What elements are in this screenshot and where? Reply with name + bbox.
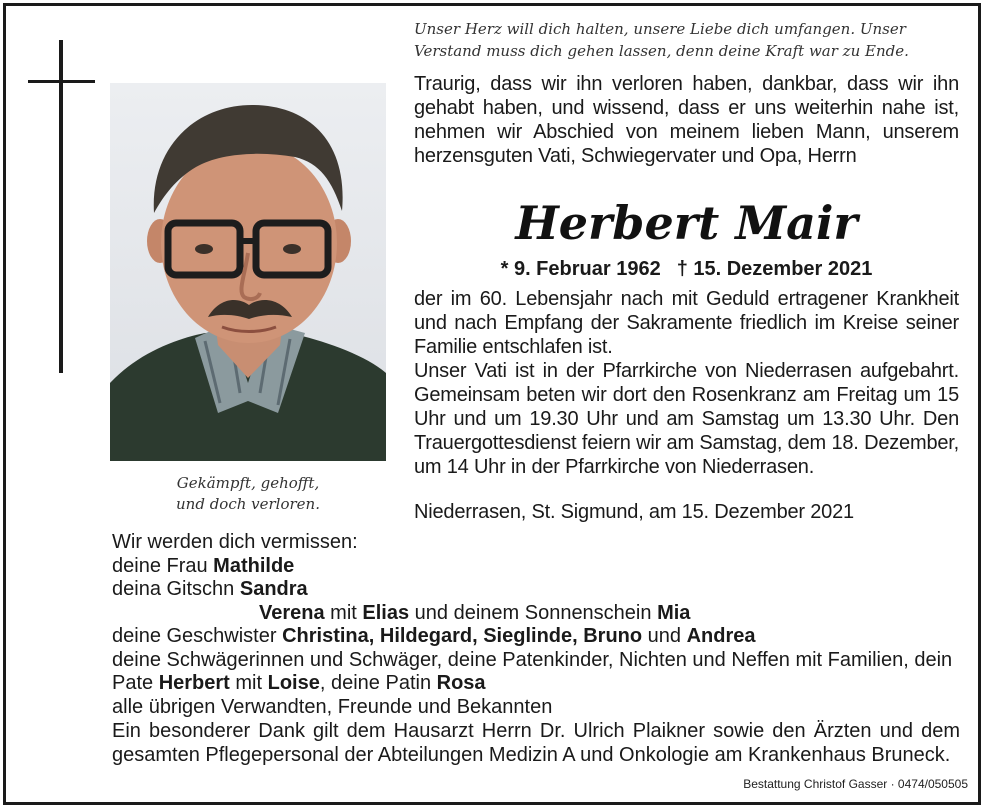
undertaker-credit: Bestattung Christof Gasser · 0474/050505 xyxy=(743,777,968,791)
verse-line: Verstand muss dich gehen lassen, denn deine Kraft war zu Ende. xyxy=(414,42,909,60)
place-date: Niederrasen, St. Sigmund, am 15. Dezember 2021 xyxy=(414,501,854,523)
family-line xyxy=(112,602,962,626)
life-dates xyxy=(414,257,959,281)
details xyxy=(414,287,959,479)
family-text: , deine Patin xyxy=(319,672,437,694)
family-name: Sandra xyxy=(239,578,308,600)
family-line xyxy=(112,578,962,602)
family-text: und deinem Sonnenschein xyxy=(409,601,658,624)
family-name: Herbert xyxy=(158,672,230,694)
portrait-photo xyxy=(110,83,386,461)
family-text: und xyxy=(642,625,687,647)
family-text: deine Schwägerinnen und Schwäger, deine Patenkinder, Nichten und Neffen mit Familien, dein Pate xyxy=(112,648,953,694)
family-name: Rosa xyxy=(436,672,486,694)
family-line xyxy=(112,625,962,649)
death-date: † 15. Dezember 2021 xyxy=(676,258,873,280)
family-line: alle übrigen Verwandten, Freunde und Bekannten xyxy=(112,695,553,718)
family-name: Loise xyxy=(267,672,320,694)
family-text: deine Frau xyxy=(112,554,214,577)
motto-line: und doch verloren. xyxy=(176,495,320,513)
family-heading: Wir werden dich vermissen: xyxy=(112,531,358,553)
family-name: Mathilde xyxy=(213,554,295,577)
thanks-paragraph: Ein besonderer Dank gilt dem Hausarzt Herrn Dr. Ulrich Plaikner sowie den Ärzten und dem gesamten Pflegepersonal der Abteilungen Medizin A und Onkologie am Krankenhaus Bruneck. xyxy=(112,720,960,766)
family-name: Elias xyxy=(362,601,410,624)
motto-line: Gekämpft, gehofft, xyxy=(176,474,320,492)
family-name: Andrea xyxy=(686,625,756,647)
passing-paragraph: der im 60. Lebensjahr nach mit Geduld ertragener Krankheit und nach Empfang der Sakramente friedlich im Kreise seiner Familie entschlafen ist. xyxy=(414,288,959,358)
family-list xyxy=(112,531,962,719)
family-line xyxy=(112,555,962,579)
family-name: Christina, Hildegard, Sieglinde, Bruno xyxy=(282,625,643,647)
family-text: deina Gitschn xyxy=(112,578,240,600)
arrangements-paragraph: Unser Vati ist in der Pfarrkirche von Niederrasen aufgebahrt. Gemeinsam beten wir dort den Rosenkranz am Freitag um 15 Uhr und um 19.30 Uhr und am Samstag um 13.30 Uhr. Den Trauergottesdienst feiern wir am Samstag, dem 18. Dezember, um 14 Uhr in der Pfarrkirche von Niederrasen. xyxy=(414,360,959,478)
intro-paragraph: Traurig, dass wir ihn verloren haben, dankbar, dass wir ihn gehabt haben, und wissend, dass er uns weiterhin nahe ist, nehmen wir Abschied von meinem lieben Mann, unserem herzensguten Vati, Schwiegervater und Opa, Herrn xyxy=(414,73,959,167)
family-text: mit xyxy=(324,601,363,624)
verse-line: Unser Herz will dich halten, unsere Liebe dich umfangen. Unser xyxy=(414,20,906,38)
family-name: Verena xyxy=(259,601,325,624)
deceased-name: Herbert Mair xyxy=(515,196,858,250)
motto xyxy=(110,473,386,515)
family-text: deine Geschwister xyxy=(112,625,283,647)
family-line xyxy=(112,649,962,696)
family-text: mit xyxy=(229,672,268,694)
cross-icon-bar xyxy=(28,80,95,83)
birth-date: * 9. Februar 1962 xyxy=(500,258,661,280)
verse xyxy=(414,18,959,62)
cross-icon xyxy=(59,40,63,373)
family-name: Mia xyxy=(657,601,691,624)
